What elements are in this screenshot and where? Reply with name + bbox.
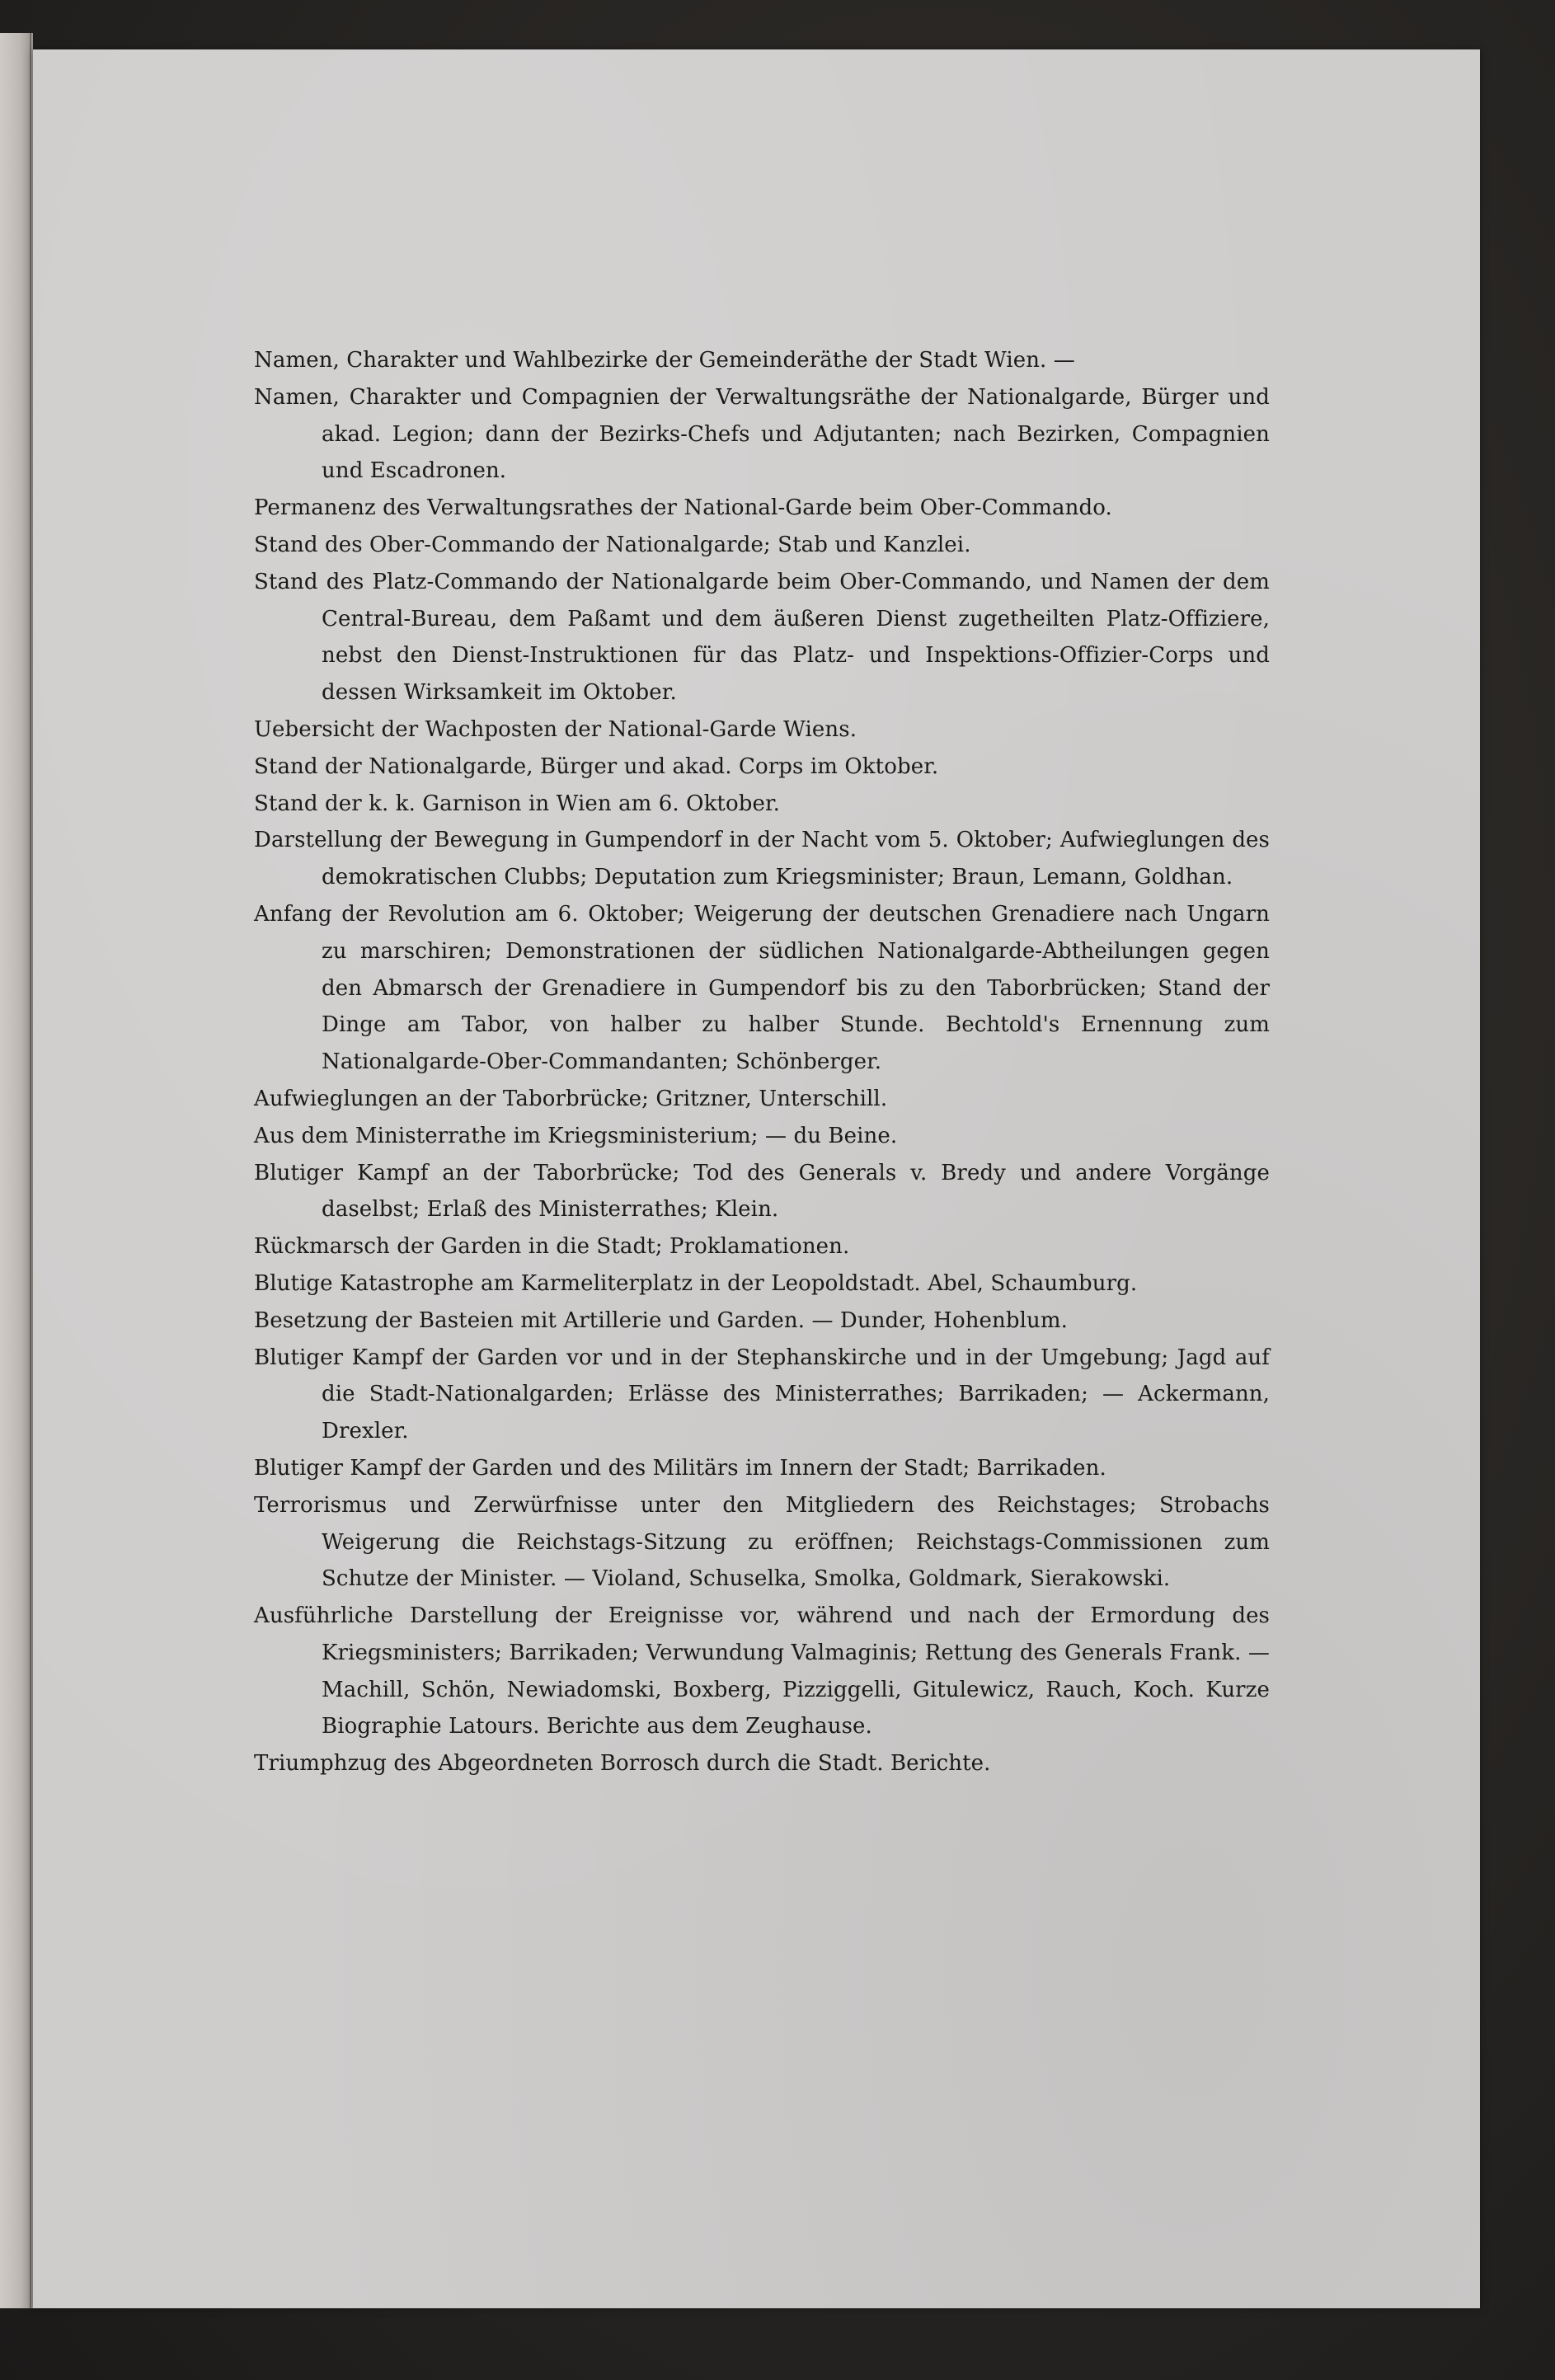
toc-entry: Aus dem Ministerrathe im Kriegsministerium; — du Beine. <box>254 1123 898 1148</box>
toc-entry: Rückmarsch der Garden in die Stadt; Proklamationen. <box>254 1234 850 1260</box>
toc-entry: Namen, Charakter und Compagnien der Verwaltungsräthe der Nationalgarde, Bürger und akad. Legion; dann der Bezirks-Chefs und Adjutanten; nach Bezirken, Compagnien und Escadronen. <box>254 384 1270 484</box>
table-of-contents <box>254 342 1270 1782</box>
toc-entry: Stand der Nationalgarde, Bürger und akad. Corps im Oktober. <box>254 753 939 779</box>
toc-entry: Blutige Katastrophe am Karmeliterplatz in der Leopoldstadt. Abel, Schaumburg. <box>254 1270 1138 1296</box>
toc-entry: Namen, Charakter und Wahlbezirke der Gemeinderäthe der Stadt Wien. — <box>254 348 1075 373</box>
toc-entry: Anfang der Revolution am 6. Oktober; Weigerung der deutschen Grenadiere nach Ungarn zu marschiren; Demonstrationen der südlichen Nationalgarde-Abtheilungen gegen den Abmarsch der Grenadiere in Gumpendorf bis zu den Taborbrücken; Stand der Dinge am Tabor, von halber zu halber Stunde. Bechtold's Ernennung zum Nationalgarde-Ober-Commandanten; Schönberger. <box>254 901 1270 1075</box>
toc-entry: Blutiger Kampf an der Taborbrücke; Tod des Generals v. Bredy und andere Vorgänge daselbst; Erlaß des Ministerrathes; Klein. <box>254 1160 1270 1223</box>
adjacent-page-edge <box>0 33 33 2308</box>
toc-entry: Besetzung der Basteien mit Artillerie und Garden. — Dunder, Hohenblum. <box>254 1307 1069 1333</box>
toc-entry: Stand des Ober-Commando der Nationalgarde; Stab und Kanzlei. <box>254 532 971 557</box>
toc-entry: Terrorismus und Zerwürfnisse unter den Mitgliedern des Reichstages; Strobachs Weigerung die Reichstags-Sitzung zu eröffnen; Reichstags-Commissionen zum Schutze der Minister. — Violand, Schuselka, Smolka, Goldmark, Sierakowski. <box>254 1492 1270 1592</box>
document-page <box>33 49 1480 2308</box>
toc-entry: Ausführliche Darstellung der Ereignisse vor, während und nach der Ermordung des Kriegsministers; Barrikaden; Verwundung Valmaginis; Rettung des Generals Frank. — Machill, Schön, Newiadomski, Boxberg, Pizziggelli, Gitulewicz, Rauch, Koch. Kurze Biographie Latours. Berichte aus dem Zeughause. <box>254 1603 1270 1739</box>
toc-entry: Stand der k. k. Garnison in Wien am 6. Oktober. <box>254 791 781 816</box>
toc-entry: Permanenz des Verwaltungsrathes der National-Garde beim Ober-Commando. <box>254 495 1112 521</box>
toc-entry: Blutiger Kampf der Garden vor und in der Stephanskirche und in der Umgebung; Jagd auf die Stadt-Nationalgarden; Erlässe des Ministerrathes; Barrikaden; — Ackermann, Drexler. <box>254 1345 1270 1444</box>
toc-entry: Blutiger Kampf der Garden und des Militärs im Innern der Stadt; Barrikaden. <box>254 1455 1106 1481</box>
toc-entry: Aufwieglungen an der Taborbrücke; Gritzner, Unterschill. <box>254 1086 888 1111</box>
toc-entry: Triumphzug des Abgeordneten Borrosch durch die Stadt. Berichte. <box>254 1751 991 1777</box>
toc-entry: Darstellung der Bewegung in Gumpendorf in der Nacht vom 5. Oktober; Aufwieglungen des demokratischen Clubbs; Deputation zum Kriegsminister; Braun, Lemann, Goldhan. <box>254 828 1270 890</box>
toc-entry: Stand des Platz-Commando der Nationalgarde beim Ober-Commando, und Namen der dem Central-Bureau, dem Paßamt und dem äußeren Dienst zugetheilten Platz-Offiziere, nebst den Dienst-Instruktionen für das Platz- und Inspektions-Offizier-Corps und dessen Wirksamkeit im Oktober. <box>254 569 1270 706</box>
toc-entry: Uebersicht der Wachposten der National-Garde Wiens. <box>254 716 857 742</box>
